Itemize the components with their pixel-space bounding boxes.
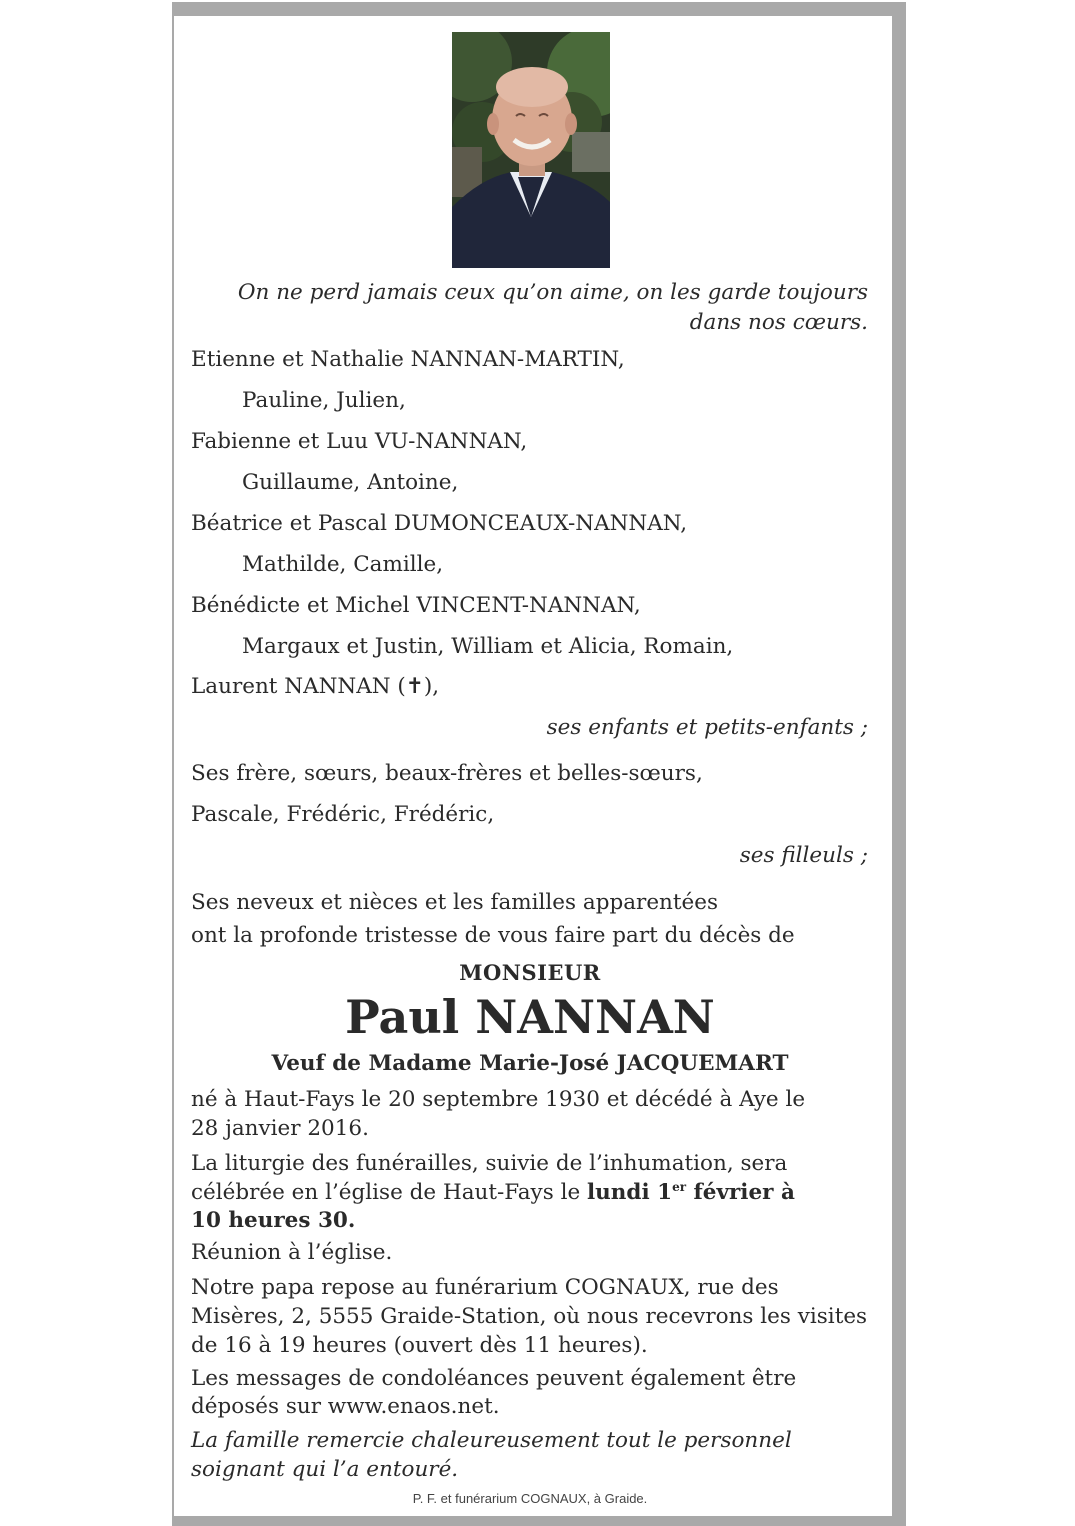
visits-line-2: Misères, 2, 5555 Graide-Station, où nous recevrons les visites <box>191 1304 868 1329</box>
birth-line-1: né à Haut-Fays le 20 septembre 1930 et décédé à Aye le <box>191 1087 806 1112</box>
quote-line-2: dans nos cœurs. <box>689 310 868 335</box>
family-member: Etienne et Nathalie NANNAN-MARTIN, <box>191 347 625 372</box>
condolences-line-2: déposés sur www.enaos.net. <box>191 1394 500 1419</box>
family-member: Mathilde, Camille, <box>242 552 444 577</box>
liturgy-line-3: 10 heures 30. <box>191 1208 356 1233</box>
quote-line-1: On ne perd jamais ceux qu’on aime, on les garde toujours <box>237 280 868 305</box>
family-member: Fabienne et Luu VU-NANNAN, <box>191 429 528 454</box>
family-member-laurent: Laurent NANNAN (✝), <box>191 674 440 699</box>
siblings-line: Ses frère, sœurs, beaux-frères et belles-sœurs, <box>191 761 703 786</box>
widower-line: Veuf de Madame Marie-José JACQUEMART <box>271 1051 789 1076</box>
announce-line-2: ont la profonde tristesse de vous faire part du décès de <box>191 923 795 948</box>
visits-line-1: Notre papa repose au funérarium COGNAUX, rue des <box>191 1275 779 1300</box>
funeral-home-footer: P. F. et funérarium COGNAUX, à Graide. <box>412 1491 648 1506</box>
thanks-line-1: La famille remercie chaleureusement tout le personnel <box>191 1428 792 1453</box>
family-member: Margaux et Justin, William et Alicia, Romain, <box>242 634 734 659</box>
thanks-line-2: soignant qui l’a entouré. <box>191 1457 459 1482</box>
condolences-line-1: Les messages de condoléances peuvent également être <box>191 1366 797 1391</box>
announce-line-1: Ses neveux et nièces et les familles apparentées <box>191 890 719 915</box>
birth-line-2: 28 janvier 2016. <box>191 1116 369 1141</box>
children-label: ses enfants et petits-enfants ; <box>546 715 868 740</box>
family-member: Béatrice et Pascal DUMONCEAUX-NANNAN, <box>191 511 688 536</box>
visits-line-3: de 16 à 19 heures (ouvert dès 11 heures). <box>191 1333 648 1358</box>
meeting-line: Réunion à l’église. <box>191 1240 393 1265</box>
liturgy-line-2: célébrée en l’église de Haut-Fays le lundi 1er février à <box>191 1180 795 1205</box>
honorific-title: MONSIEUR <box>459 960 601 985</box>
family-member: Pauline, Julien, <box>242 388 406 413</box>
family-member: Bénédicte et Michel VINCENT-NANNAN, <box>191 593 641 618</box>
liturgy-line-1: La liturgie des funérailles, suivie de l’inhumation, sera <box>191 1151 788 1176</box>
godchildren-label: ses filleuls ; <box>739 843 868 868</box>
portrait-photo <box>452 32 610 268</box>
deceased-name: Paul NANNAN <box>345 990 715 1044</box>
cross-icon: ✝ <box>405 674 424 699</box>
family-member: Guillaume, Antoine, <box>242 470 459 495</box>
godchildren-line: Pascale, Frédéric, Frédéric, <box>191 802 495 827</box>
